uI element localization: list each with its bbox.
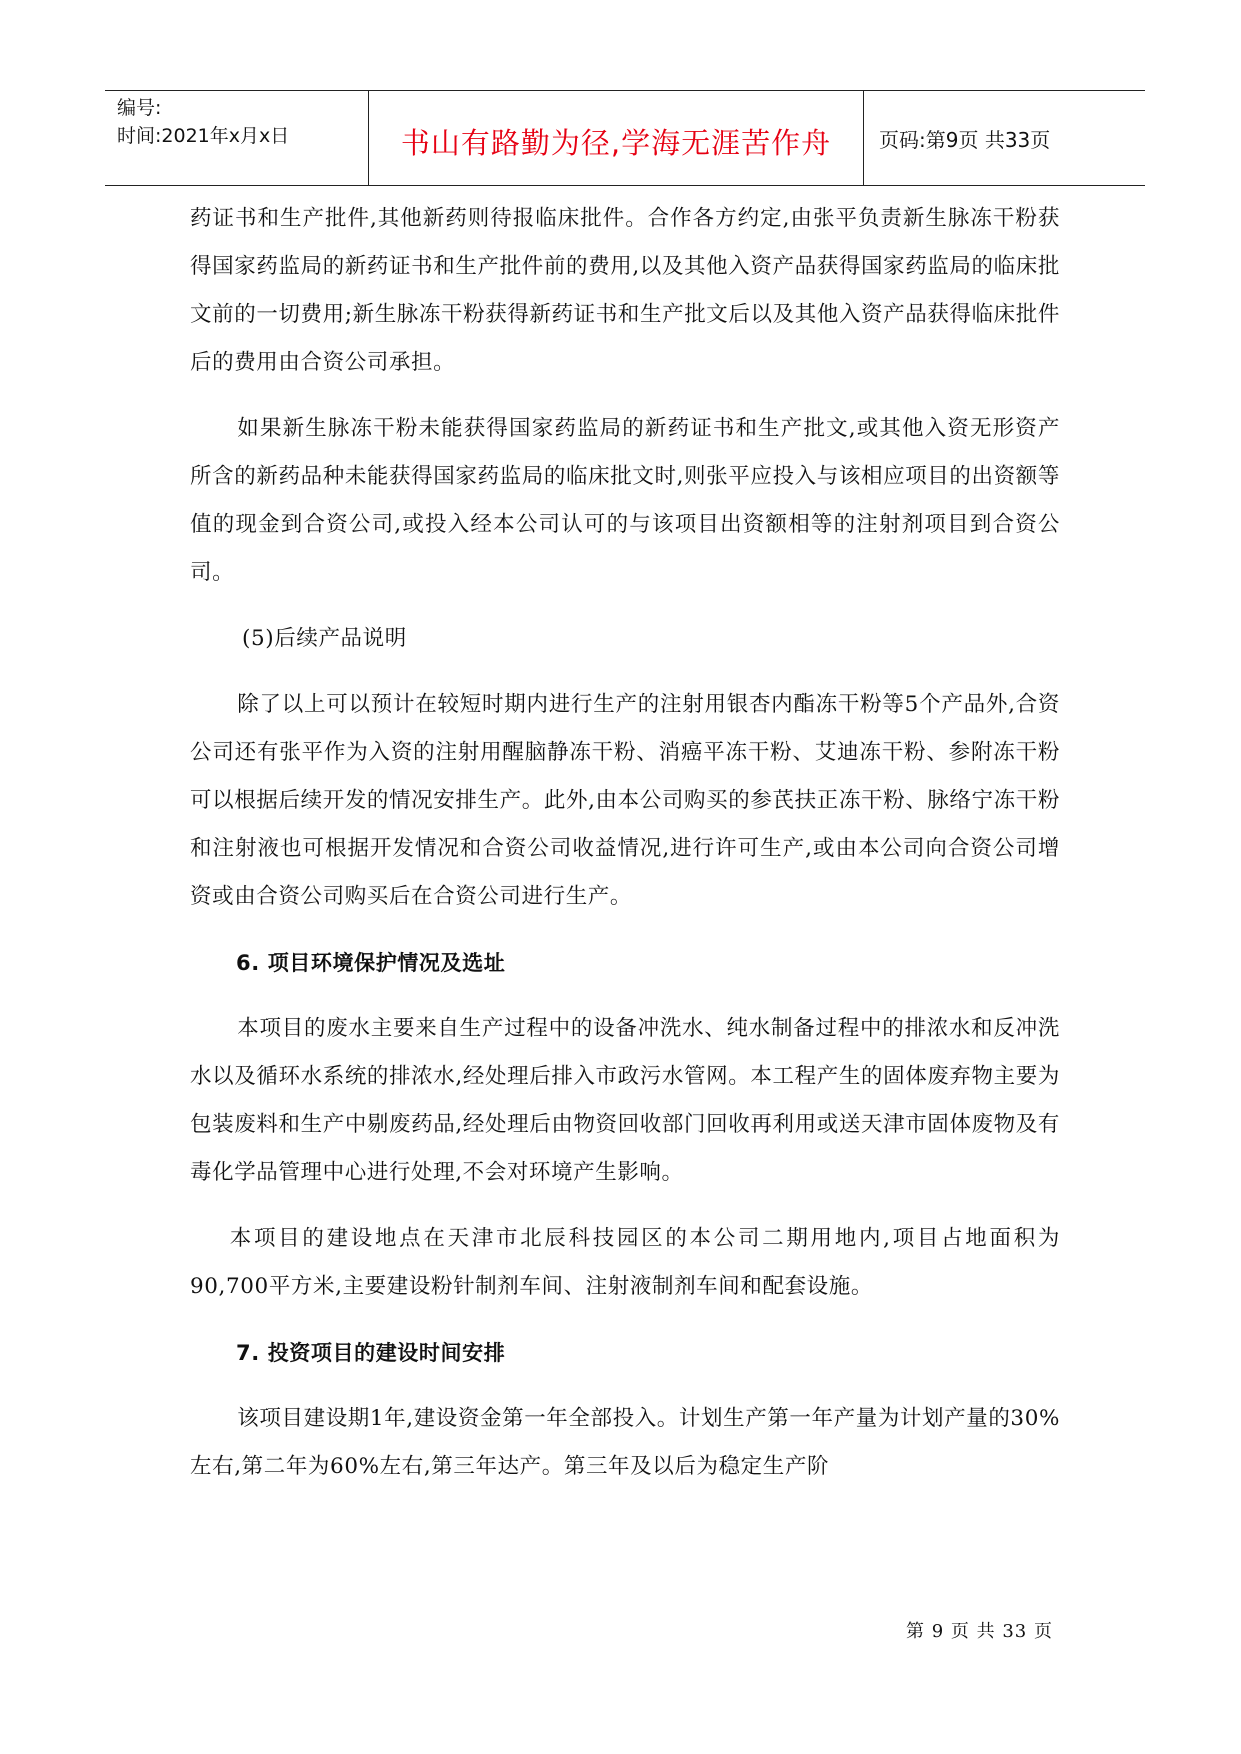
paragraph-environment: 本项目的废水主要来自生产过程中的设备冲洗水、纯水制备过程中的排浓水和反冲洗水以及循环水系统的排浓水,经处理后排入市政污水管网。本工程产生的固体废弃物主要为包装废料和生产中剔废药品,经处理后由物资回收部门回收再利用或送天津市固体废物及有毒化学品管理中心进行处理,不会对环境产生影响。: [190, 1016, 1060, 1185]
header-motto-cell: [369, 91, 864, 185]
section-heading-schedule: 7. 投资项目的建设时间安排: [236, 1341, 506, 1365]
subheading-follow-up-products: (5)后续产品说明: [242, 626, 407, 651]
paragraph-follow-up-products: 除了以上可以预计在较短时期内进行生产的注射用银杏内酯冻干粉等5个产品外,合资公司还有张平作为入资的注射用醒脑静冻干粉、消癌平冻干粉、艾迪冻干粉、参附冻干粉可以根据后续开发的情况安排生产。此外,由本公司购买的参芪扶正冻干粉、脉络宁冻干粉和注射液也可根据开发情况和合资公司收益情况,进行许可生产,或由本公司向合资公司增资或由合资公司购买后在合资公司进行生产。: [190, 692, 1060, 909]
header-page-code: 页码:第9页 共33页: [879, 128, 1051, 152]
header-meta-cell: [105, 91, 369, 185]
document-header: [105, 90, 1145, 186]
header-page-cell: [865, 91, 1145, 185]
paragraph-contingency: 如果新生脉冻干粉未能获得国家药监局的新药证书和生产批文,或其他入资无形资产所含的新药品种未能获得国家药监局的临床批文时,则张平应投入与该相应项目的出资额等值的现金到合资公司,或投入经本公司认可的与该项目出资额相等的注射剂项目到合资公司。: [190, 416, 1060, 585]
header-motto: 书山有路勤为径,学海无涯苦作舟: [400, 126, 832, 160]
document-number-label: 编号:: [117, 97, 162, 119]
page-footer: 第 9 页 共 33 页: [906, 1621, 1053, 1642]
paragraph-schedule: 该项目建设期1年,建设资金第一年全部投入。计划生产第一年产量为计划产量的30%左右,第二年为60%左右,第三年达产。第三年及以后为稳定生产阶: [190, 1406, 1061, 1479]
paragraph-approval-costs: 药证书和生产批件,其他新药则待报临床批件。合作各方约定,由张平负责新生脉冻干粉获得国家药监局的新药证书和生产批件前的费用,以及其他入资产品获得国家药监局的临床批文前的一切费用;新生脉冻干粉获得新药证书和生产批文后以及其他入资产品获得临床批件后的费用由合资公司承担。: [190, 206, 1060, 375]
section-heading-environment: 6. 项目环境保护情况及选址: [236, 951, 506, 975]
document-time-label: 时间:2021年x月x日: [117, 125, 290, 147]
document-body: [190, 195, 1060, 1491]
paragraph-site-location: 本项目的建设地点在天津市北辰科技园区的本公司二期用地内,项目占地面积为90,700平方米,主要建设粉针制剂车间、注射液制剂车间和配套设施。: [190, 1226, 1060, 1299]
